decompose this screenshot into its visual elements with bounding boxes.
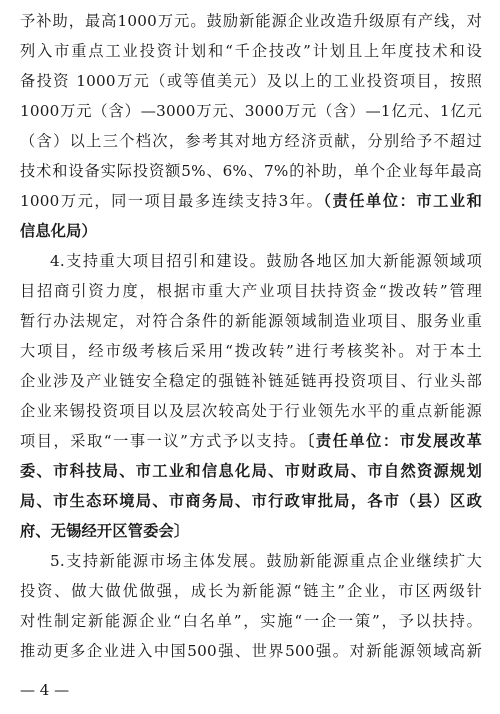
text-line: 推动更多企业进入中国500强、世界500强。对新能源领域高新 [20,642,482,660]
text-line: （含）以上三个档次，参考其对地方经济贡献，分别给予不超过 [20,132,482,150]
text-line: 大项目，经市级考核后采用“拨改转”进行考核奖补。对于本土 [20,342,482,360]
body-text [20,6,482,666]
text-line: 投资、做大做优做强，成长为新能源“链主”企业，市区两级针 [20,582,482,600]
text-line: 目招商引资力度，根据市重大产业项目扶持资金“拨改转”管理 [20,282,482,300]
text-segment: 项目，采取“一事一议”方式予以支持。 [20,432,307,450]
page-number: — 4 — [20,681,70,699]
section-heading-5: 5.支持新能源市场主体发展。鼓励新能源重点企业继续扩大 [50,552,482,570]
text-line: 企业来锡投资项目以及层次较高处于行业领先水平的重点新能源 [20,402,482,420]
responsible-unit-text: 委、市科技局、市工业和信息化局、市财政局、市自然资源规划 [20,462,482,480]
text-line: 列入市重点工业投资计划和“千企技改”计划且上年度技术和设 [20,42,482,60]
responsible-unit-label: 〔责任单位：市发展改革 [306,432,482,450]
text-segment: 1000万元，同一项目最多连续支持3年。 [20,192,324,210]
text-line: 予补助，最高1000万元。鼓励新能源企业改造升级原有产线，对 [20,12,482,30]
text-line [20,426,482,456]
text-line: 1000万元（含）—3000万元、3000万元（含）—1亿元、1亿元 [20,102,482,120]
responsible-unit-text: 局、市生态环境局、市商务局、市行政审批局，各市（县）区政 [20,492,482,510]
text-line: 技术和设备实际投资额5%、6%、7%的补助，单个企业每年最高 [20,162,482,180]
text-line: 暂行办法规定，对符合条件的新能源领域制造业项目、服务业重 [20,312,482,330]
section-heading-4: 4.支持重大项目招引和建设。鼓励各地区加大新能源领域项 [50,252,482,270]
responsible-unit-text: 府、无锡经开区管委会〕 [20,522,190,540]
responsible-unit-text: 信息化局） [20,222,97,240]
text-line [20,186,482,216]
text-line: 对性制定新能源企业“白名单”，实施“一企一策”，予以扶持。 [20,612,482,630]
text-line: 备投资 1000万元（或等值美元）及以上的工业投资项目，按照 [20,72,482,90]
responsible-unit-label: （责任单位：市工业和 [323,192,482,210]
text-line: 企业涉及产业链安全稳定的强链补链延链再投资项目、行业头部 [20,372,482,390]
